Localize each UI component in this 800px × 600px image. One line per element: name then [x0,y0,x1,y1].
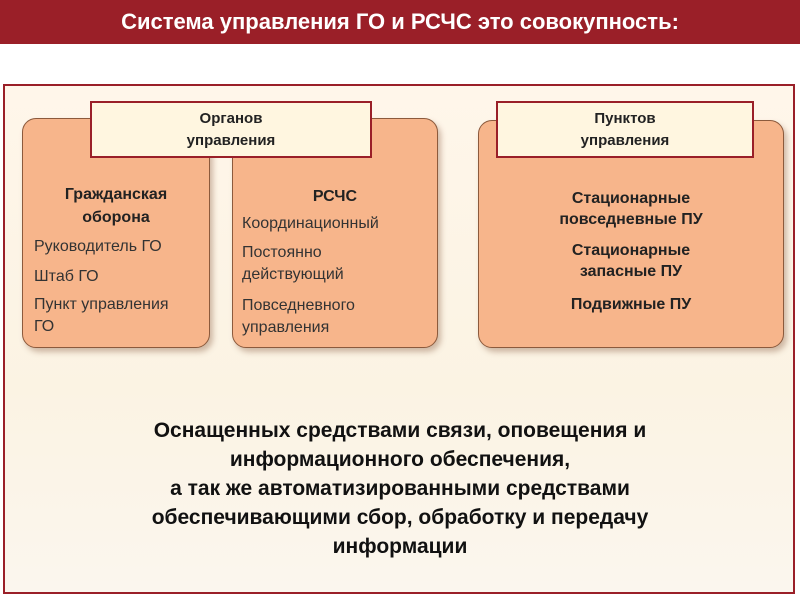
civil-defense-item: Штаб ГО [34,268,99,285]
description-line: Оснащенных средствами связи, оповещения и [153,419,647,442]
rschs-item: Координационный [242,215,379,232]
slide-title: Система управления ГО и РСЧС это совокупность: [0,0,800,44]
control-point-item: Стационарные запасные ПУ [571,242,691,280]
civil-defense-item: Пункт управления ГО [34,296,169,335]
control-point-item: Стационарные повседневные ПУ [559,190,703,228]
description-line: а так же автоматизированными средствами [170,477,630,500]
control-bodies-header: Органов управления [90,101,372,158]
rschs-item: Повседневного управления [242,297,355,336]
control-points-header: Пунктов управления [496,101,754,158]
rschs-item: Постоянно действующий [242,244,344,283]
control-point-item: Подвижные ПУ [570,296,692,313]
civil-defense-title: Гражданская оборона [64,186,168,226]
description-line: информации [332,535,468,558]
rschs-title: РСЧС [312,188,358,205]
civil-defense-item: Руководитель ГО [34,238,162,255]
equipment-description [20,416,780,561]
description-line: обеспечивающими сбор, обработку и передачу [151,506,649,529]
description-line: информационного обеспечения, [229,448,571,471]
